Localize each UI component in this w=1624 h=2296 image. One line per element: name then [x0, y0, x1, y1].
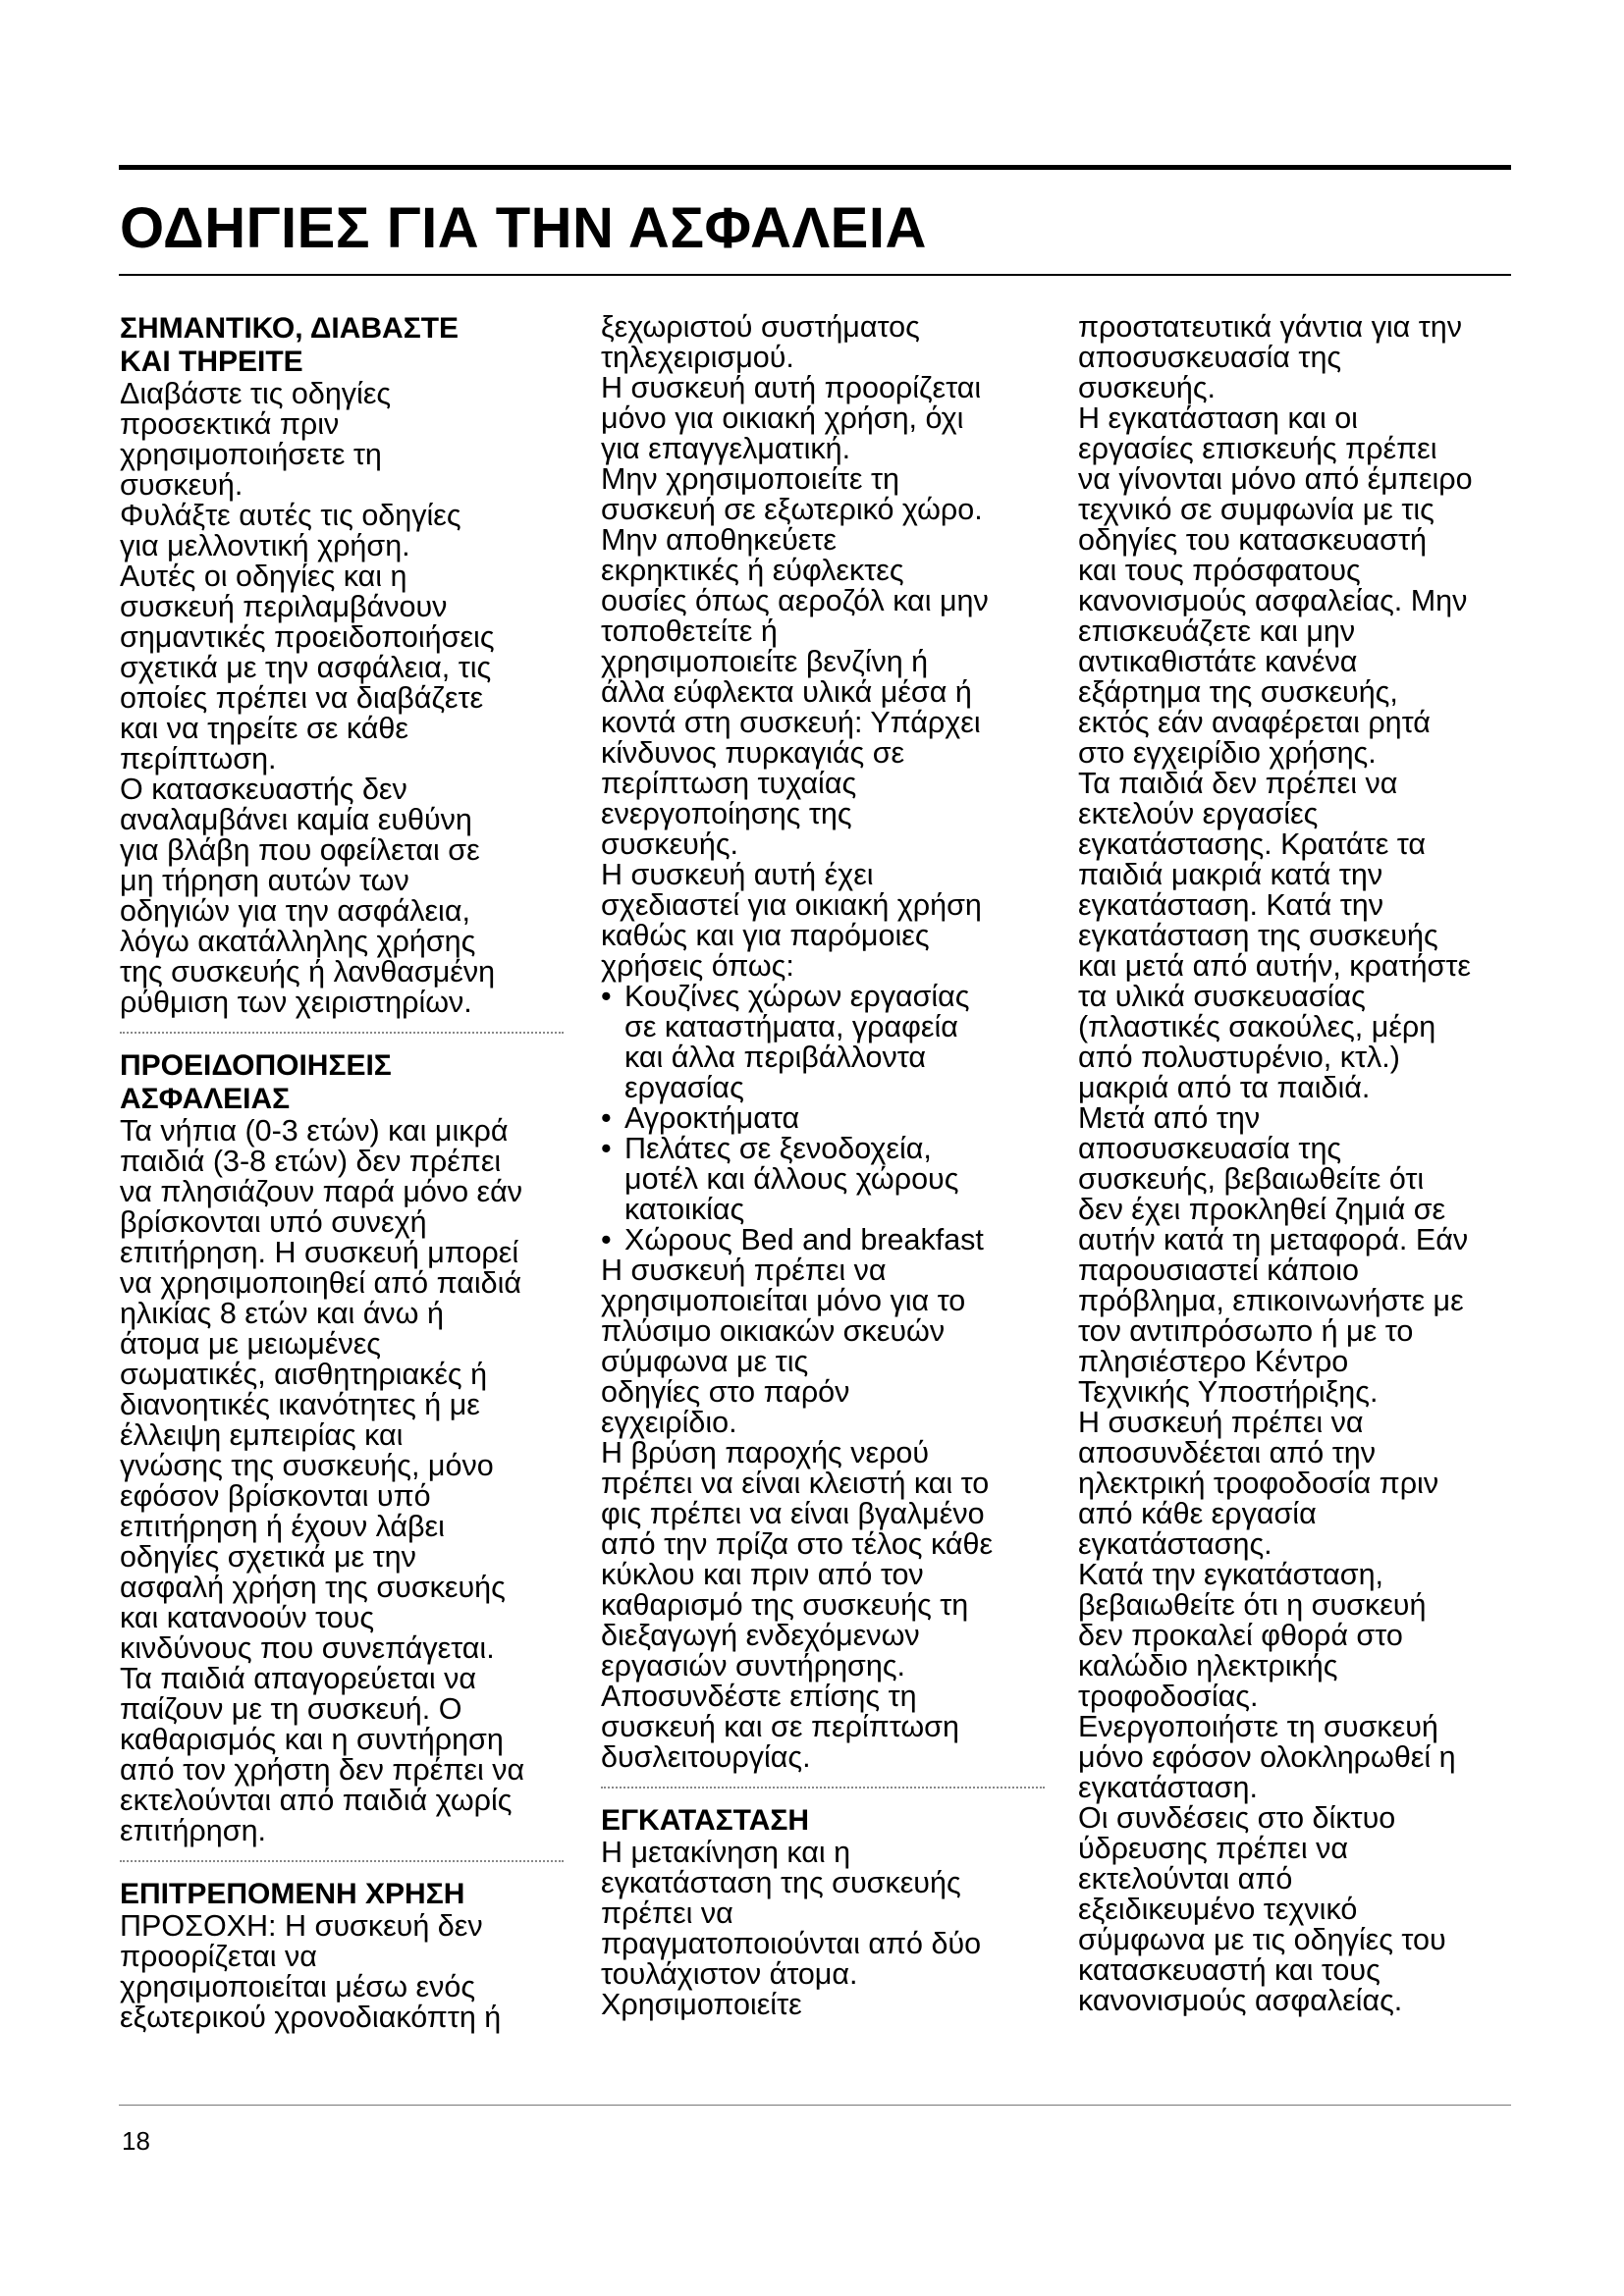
- text-line: αυτήν κατά τη μεταφορά. Εάν: [1078, 1223, 1469, 1256]
- list-item: [601, 1225, 1045, 1255]
- text-line: δεν έχει προκληθεί ζημιά σε: [1078, 1193, 1446, 1226]
- text-line: και μετά από αυτήν, κρατήστε: [1078, 949, 1471, 983]
- text-line: στο εγχειρίδιο χρήσης.: [1078, 736, 1377, 770]
- text-line: ξεχωριστού συστήματος: [601, 310, 920, 344]
- text-line: καθαρισμός και η συντήρηση: [120, 1723, 504, 1756]
- text-line: τοποθετείτε ή: [601, 614, 778, 648]
- text-line: Η εγκατάσταση και οι: [1078, 401, 1358, 435]
- text-line: να πλησιάζουν παρά μόνο εάν: [120, 1175, 523, 1208]
- text-line: Τα παιδιά απαγορεύεται να: [120, 1662, 476, 1695]
- paragraph-important: [120, 379, 564, 1018]
- text-line: επιτήρηση.: [120, 1814, 267, 1847]
- text-line: εκτελούνται από: [1078, 1862, 1293, 1896]
- top-rule: [119, 165, 1511, 170]
- text-line: (πλαστικές σακούλες, μέρη: [1078, 1010, 1436, 1043]
- list-item: [601, 1134, 1045, 1225]
- text-line: Η μετακίνηση και η: [601, 1836, 851, 1869]
- text-line: εκρηκτικές ή εύφλεκτες: [601, 554, 904, 587]
- text-line: Αγροκτήματα: [624, 1101, 800, 1135]
- text-line: περίπτωση.: [120, 742, 277, 775]
- text-line: καλώδιο ηλεκτρικής: [1078, 1649, 1338, 1682]
- heading-permitted-use: ΕΠΙΤΡΕΠΟΜΕΝΗ ΧΡΗΣΗ: [120, 1878, 465, 1910]
- text-line: αναλαμβάνει καμία ευθύνη: [120, 803, 472, 836]
- text-line: χρησιμοποιήσετε τη: [120, 438, 382, 471]
- text-line: επιτήρηση ή έχουν λάβει: [120, 1510, 445, 1543]
- text-line: και άλλα περιβάλλοντα: [624, 1041, 926, 1074]
- text-line: σύμφωνα με τις: [601, 1345, 809, 1378]
- text-line: πραγματοποιούνται από δύο: [601, 1927, 982, 1960]
- text-line: ύδρευσης πρέπει να: [1078, 1832, 1349, 1865]
- text-line: Μην χρησιμοποιείτε τη: [601, 462, 899, 496]
- heading-line: ΣΗΜΑΝΤΙΚΟ, ΔΙΑΒΑΣΤΕ: [120, 312, 460, 345]
- text-line: οδηγίες σχετικά με την: [120, 1540, 416, 1574]
- text-line: χρήσεις όπως:: [601, 949, 794, 983]
- text-line: γνώσης της συσκευής, μόνο: [120, 1449, 494, 1482]
- text-line: κατοικίας: [624, 1193, 745, 1226]
- text-line: εκτός εάν αναφέρεται ρητά: [1078, 706, 1431, 739]
- text-line: Η βρύση παροχής νερού: [601, 1436, 930, 1469]
- text-line: Αποσυνδέστε επίσης τη: [601, 1680, 917, 1713]
- dotted-divider: [120, 1032, 564, 1034]
- text-line: Χώρους Bed and breakfast: [624, 1223, 984, 1256]
- paragraph-usage-rules: [601, 1255, 1045, 1773]
- text-line: επιτήρηση. Η συσκευή μπορεί: [120, 1236, 519, 1269]
- text-line: κατασκευαστή και τους: [1078, 1953, 1380, 1987]
- text-line: κοντά στη συσκευή: Υπάρχει: [601, 706, 981, 739]
- text-line: σχεδιαστεί για οικιακή χρήση: [601, 888, 982, 922]
- text-line: μόνο για οικιακή χρήση, όχι: [601, 401, 964, 435]
- heading-safety-warnings: [120, 1049, 564, 1116]
- text-line: λόγω ακατάλληλης χρήσης: [120, 925, 476, 958]
- paragraph-permitted-use: [120, 1911, 564, 2033]
- heading-installation: ΕΓΚΑΤΑΣΤΑΣΗ: [601, 1804, 810, 1837]
- text-line: τεχνικό σε συμφωνία με τις: [1078, 493, 1435, 526]
- text-line: δυσλειτουργίας.: [601, 1740, 811, 1774]
- bullet-icon: •: [601, 980, 612, 1013]
- text-line: για μελλοντική χρήση.: [120, 529, 410, 562]
- text-line: αποσυσκευασία της: [1078, 341, 1342, 374]
- bullet-icon: •: [601, 1223, 612, 1256]
- text-line: πλησιέστερο Κέντρο: [1078, 1345, 1349, 1378]
- text-line: από την πρίζα στο τέλος κάθε: [601, 1527, 994, 1561]
- text-line: διεξαγωγή ενδεχόμενων: [601, 1619, 920, 1652]
- text-line: ενεργοποίησης της: [601, 797, 852, 830]
- text-line: σύμφωνα με τις οδηγίες του: [1078, 1923, 1446, 1956]
- text-line: Τα παιδιά δεν πρέπει να: [1078, 767, 1398, 800]
- text-line: να χρησιμοποιηθεί από παιδιά: [120, 1266, 522, 1300]
- text-line: από τον χρήστη δεν πρέπει να: [120, 1753, 525, 1787]
- usage-list: [601, 982, 1045, 1255]
- text-line: τον αντιπρόσωπο ή με το: [1078, 1314, 1414, 1348]
- text-line: χρησιμοποιείται μόνο για το: [601, 1284, 966, 1317]
- paragraph-permitted-use-continued: [601, 312, 1045, 982]
- text-line: παιδιά μακριά κατά την: [1078, 858, 1383, 891]
- text-line: τροφοδοσίας.: [1078, 1680, 1259, 1713]
- text-line: βρίσκονται υπό συνεχή: [120, 1205, 427, 1239]
- text-line: φις πρέπει να είναι βγαλμένο: [601, 1497, 985, 1530]
- paragraph-installation-continued: [1078, 312, 1522, 2016]
- text-line: για επαγγελματική.: [601, 432, 851, 465]
- text-line: ουσίες όπως αεροζόλ και μην: [601, 584, 989, 617]
- text-line: εκτελούν εργασίες: [1078, 797, 1319, 830]
- text-line: κανονισμούς ασφαλείας. Μην: [1078, 584, 1468, 617]
- title-rule: [119, 274, 1511, 276]
- text-line: Αυτές οι οδηγίες και η: [120, 560, 407, 593]
- text-line: ασφαλή χρήση της συσκευής: [120, 1571, 506, 1604]
- text-line: συσκευής.: [1078, 371, 1216, 404]
- text-line: μακριά από τα παιδιά.: [1078, 1071, 1371, 1104]
- text-line: συσκευής.: [601, 828, 738, 861]
- text-line: τα υλικά συσκευασίας: [1078, 980, 1366, 1013]
- text-line: Τα νήπια (0-3 ετών) και μικρά: [120, 1114, 509, 1148]
- text-line: έλλειψη εμπειρίας και: [120, 1418, 404, 1452]
- text-line: κύκλου και πριν από τον: [601, 1558, 924, 1591]
- text-line: Η συσκευή πρέπει να: [1078, 1406, 1364, 1439]
- text-line: εφόσον βρίσκονται υπό: [120, 1479, 431, 1513]
- text-line: εγκατάσταση της συσκευής: [1078, 919, 1438, 952]
- page-title: ΟΔΗΓΙΕΣ ΓΙΑ ΤΗΝ ΑΣΦΑΛΕΙΑ: [120, 196, 927, 260]
- text-line: Μην αποθηκεύετε: [601, 523, 837, 557]
- text-line: χρησιμοποιείται μέσω ενός: [120, 1970, 476, 2003]
- text-line: άτομα με μειωμένες: [120, 1327, 382, 1361]
- text-line: Οι συνδέσεις στο δίκτυο: [1078, 1801, 1396, 1835]
- text-line: πρέπει να είναι κλειστή και το: [601, 1467, 990, 1500]
- text-line: ΠΡΟΣΟΧΗ: Η συσκευή δεν: [120, 1909, 483, 1943]
- text-line: εγκατάσταση. Κατά την: [1078, 888, 1384, 922]
- text-line: πρόβλημα, επικοινωνήστε με: [1078, 1284, 1464, 1317]
- text-line: άλλα εύφλεκτα υλικά μέσα ή: [601, 675, 972, 709]
- text-line: Η συσκευή αυτή έχει: [601, 858, 874, 891]
- text-line: Ο κατασκευαστής δεν: [120, 773, 407, 806]
- text-line: εγκατάσταση.: [1078, 1771, 1258, 1804]
- list-item: [601, 982, 1045, 1103]
- text-line: αποσυνδέεται από την: [1078, 1436, 1377, 1469]
- dotted-divider: [120, 1860, 564, 1862]
- text-line: κίνδυνος πυρκαγιάς σε: [601, 736, 905, 770]
- paragraph-installation: [601, 1838, 1045, 2020]
- text-line: και να τηρείτε σε κάθε: [120, 712, 408, 745]
- heading-line: ΑΣΦΑΛΕΙΑΣ: [120, 1083, 291, 1115]
- text-line: τηλεχειρισμού.: [601, 341, 794, 374]
- text-line: Διαβάστε τις οδηγίες: [120, 377, 392, 410]
- text-line: εγχειρίδιο.: [601, 1406, 737, 1439]
- text-line: για βλάβη που οφείλεται σε: [120, 833, 480, 867]
- column-2: [601, 312, 1045, 2020]
- text-line: εξειδικευμένο τεχνικό: [1078, 1893, 1358, 1926]
- text-line: επισκευάζετε και μην: [1078, 614, 1356, 648]
- column-3: [1078, 312, 1522, 2016]
- text-line: σχετικά με την ασφάλεια, τις: [120, 651, 492, 684]
- text-line: Η συσκευή αυτή προορίζεται: [601, 371, 982, 404]
- text-line: παιδιά (3-8 ετών) δεν πρέπει: [120, 1145, 502, 1178]
- text-line: καθαρισμό της συσκευής τη: [601, 1588, 969, 1622]
- text-line: εργασιών συντήρησης.: [601, 1649, 906, 1682]
- text-line: Τεχνικής Υποστήριξης.: [1078, 1375, 1379, 1409]
- heading-line: ΚΑΙ ΤΗΡΕΙΤΕ: [120, 346, 303, 378]
- text-line: παρουσιαστεί κάποιο: [1078, 1254, 1360, 1287]
- text-line: σωματικές, αισθητηριακές ή: [120, 1358, 488, 1391]
- text-line: προορίζεται να: [120, 1940, 317, 1973]
- text-line: οδηγιών για την ασφάλεια,: [120, 894, 470, 928]
- text-line: Η συσκευή πρέπει να: [601, 1254, 887, 1287]
- text-line: εργασίας: [624, 1071, 744, 1104]
- list-item: [601, 1103, 1045, 1134]
- text-line: να γίνονται μόνο από έμπειρο: [1078, 462, 1473, 496]
- text-line: Κουζίνες χώρων εργασίας: [624, 980, 970, 1013]
- text-line: οποίες πρέπει να διαβάζετε: [120, 681, 484, 715]
- text-line: Μετά από την: [1078, 1101, 1261, 1135]
- paragraph-safety-warnings: [120, 1116, 564, 1846]
- text-line: οδηγίες στο παρόν: [601, 1375, 850, 1409]
- text-line: δεν προκαλεί φθορά στο: [1078, 1619, 1403, 1652]
- text-line: και κατανοούν τους: [120, 1601, 375, 1634]
- heading-line: ΠΡΟΕΙΔΟΠΟΙΗΣΕΙΣ: [120, 1049, 392, 1082]
- text-line: κινδύνους που συνεπάγεται.: [120, 1631, 495, 1665]
- text-line: οδηγίες του κατασκευαστή: [1078, 523, 1428, 557]
- heading-important: [120, 312, 564, 379]
- text-line: συσκευή.: [120, 468, 244, 502]
- text-line: της συσκευής ή λανθασμένη: [120, 955, 496, 988]
- text-line: μοτέλ και άλλους χώρους: [624, 1162, 959, 1196]
- text-line: εγκατάσταση της συσκευής: [601, 1866, 961, 1899]
- text-line: εξάρτημα της συσκευής,: [1078, 675, 1398, 709]
- text-line: παίζουν με τη συσκευή. Ο: [120, 1692, 462, 1726]
- bullet-icon: •: [601, 1101, 612, 1135]
- page-number: 18: [122, 2126, 150, 2156]
- text-line: Φυλάξτε αυτές τις οδηγίες: [120, 499, 461, 532]
- text-line: εκτελούνται από παιδιά χωρίς: [120, 1784, 513, 1817]
- text-line: εργασίες επισκευής πρέπει: [1078, 432, 1437, 465]
- text-line: συσκευή σε εξωτερικό χώρο.: [601, 493, 983, 526]
- text-line: από κάθε εργασία: [1078, 1497, 1317, 1530]
- text-line: εγκατάστασης.: [1078, 1527, 1272, 1561]
- text-line: προσεκτικά πριν: [120, 407, 340, 441]
- column-1: [120, 312, 564, 2033]
- text-line: χρησιμοποιείτε βενζίνη ή: [601, 645, 929, 678]
- text-line: προστατευτικά γάντια για την: [1078, 310, 1463, 344]
- text-line: βεβαιωθείτε ότι η συσκευή: [1078, 1588, 1427, 1622]
- text-line: συσκευή και σε περίπτωση: [601, 1710, 959, 1743]
- text-line: ηλικίας 8 ετών και άνω ή: [120, 1297, 444, 1330]
- text-line: σημαντικές προειδοποιήσεις: [120, 620, 495, 654]
- text-line: τουλάχιστον άτομα.: [601, 1957, 858, 1991]
- text-line: συσκευή περιλαμβάνουν: [120, 590, 448, 623]
- text-line: ρύθμιση των χειριστηρίων.: [120, 986, 472, 1019]
- footer-rule: [119, 2105, 1511, 2106]
- text-line: πλύσιμο οικιακών σκευών: [601, 1314, 946, 1348]
- dotted-divider: [601, 1787, 1045, 1789]
- text-line: αντικαθιστάτε κανένα: [1078, 645, 1358, 678]
- text-line: μόνο εφόσον ολοκληρωθεί η: [1078, 1740, 1456, 1774]
- text-line: περίπτωση τυχαίας: [601, 767, 857, 800]
- text-line: αποσυσκευασία της: [1078, 1132, 1342, 1165]
- text-line: Ενεργοποιήστε τη συσκευή: [1078, 1710, 1438, 1743]
- text-line: καθώς και για παρόμοιες: [601, 919, 930, 952]
- text-line: Χρησιμοποιείτε: [601, 1988, 802, 2021]
- text-line: διανοητικές ικανότητες ή με: [120, 1388, 480, 1421]
- text-line: Κατά την εγκατάσταση,: [1078, 1558, 1384, 1591]
- text-line: συσκευής, βεβαιωθείτε ότι: [1078, 1162, 1425, 1196]
- text-line: Πελάτες σε ξενοδοχεία,: [624, 1132, 932, 1165]
- text-line: από πολυστυρένιο, κτλ.): [1078, 1041, 1400, 1074]
- text-line: πρέπει να: [601, 1896, 733, 1930]
- text-line: σε καταστήματα, γραφεία: [624, 1010, 958, 1043]
- text-line: κανονισμούς ασφαλείας.: [1078, 1984, 1403, 2017]
- text-line: εγκατάστασης. Κρατάτε τα: [1078, 828, 1427, 861]
- text-line: και τους πρόσφατους: [1078, 554, 1361, 587]
- text-line: μη τήρηση αυτών των: [120, 864, 409, 897]
- text-line: εξωτερικού χρονοδιακόπτη ή: [120, 2001, 502, 2034]
- text-line: ηλεκτρική τροφοδοσία πριν: [1078, 1467, 1439, 1500]
- bullet-icon: •: [601, 1132, 612, 1165]
